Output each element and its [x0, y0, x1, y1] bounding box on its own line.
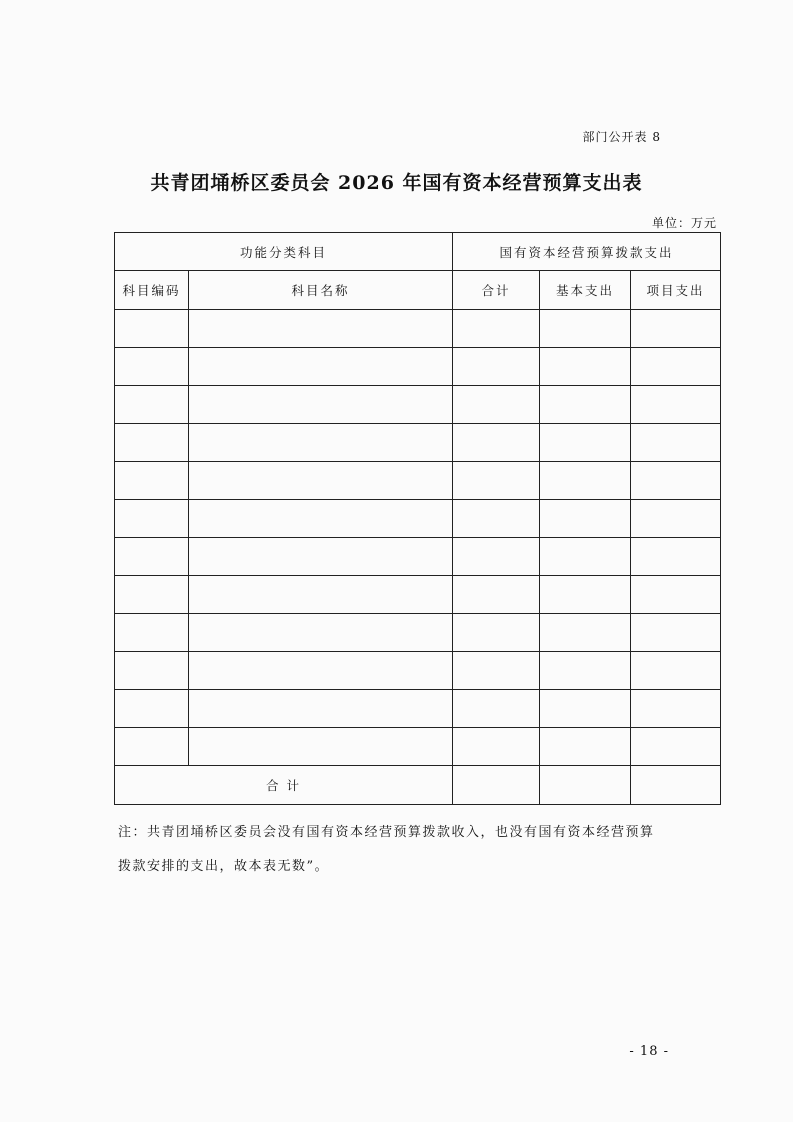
- table-cell: [453, 386, 540, 424]
- total-cell-project: [631, 766, 721, 805]
- table-cell: [189, 348, 453, 386]
- group-header-function-class: 功能分类科目: [115, 233, 453, 271]
- table-cell: [540, 462, 631, 500]
- column-header-code: 科目编码: [115, 271, 189, 310]
- table-header-group-row: [115, 233, 721, 271]
- table-cell: [115, 538, 189, 576]
- column-header-total: 合计: [453, 271, 540, 310]
- table-row: [115, 576, 721, 614]
- total-label: 合 计: [115, 766, 453, 805]
- total-cell-basic: [540, 766, 631, 805]
- table-cell: [453, 652, 540, 690]
- table-cell: [540, 614, 631, 652]
- table-row: [115, 614, 721, 652]
- table-cell: [631, 310, 721, 348]
- table-cell: [189, 690, 453, 728]
- budget-table: [114, 232, 721, 805]
- table-cell: [631, 690, 721, 728]
- column-header-name: 科目名称: [189, 271, 453, 310]
- table-cell: [453, 728, 540, 766]
- table-cell: [189, 424, 453, 462]
- table-cell: [631, 576, 721, 614]
- table-total-row: [115, 766, 721, 805]
- table-cell: [115, 424, 189, 462]
- column-header-basic: 基本支出: [540, 271, 631, 310]
- table-cell: [631, 728, 721, 766]
- table-row: [115, 462, 721, 500]
- table-cell: [631, 462, 721, 500]
- table-cell: [115, 690, 189, 728]
- table-cell: [453, 614, 540, 652]
- table-cell: [540, 348, 631, 386]
- table-cell: [189, 652, 453, 690]
- table-cell: [631, 386, 721, 424]
- table-cell: [189, 576, 453, 614]
- unit-label: 单位：万元: [651, 216, 717, 230]
- table-row: [115, 310, 721, 348]
- table-note: [118, 816, 718, 884]
- table-cell: [115, 614, 189, 652]
- table-cell: [453, 690, 540, 728]
- table-cell: [631, 614, 721, 652]
- table-cell: [540, 424, 631, 462]
- table-cell: [453, 538, 540, 576]
- table-cell: [189, 614, 453, 652]
- table-cell: [540, 652, 631, 690]
- table-cell: [189, 462, 453, 500]
- table-cell: [115, 576, 189, 614]
- table-cell: [453, 310, 540, 348]
- table-cell: [631, 652, 721, 690]
- table-number-label: 部门公开表 8: [582, 130, 661, 144]
- table-cell: [115, 310, 189, 348]
- table-cell: [115, 462, 189, 500]
- table-cell: [453, 576, 540, 614]
- table-cell: [189, 500, 453, 538]
- table-cell: [453, 500, 540, 538]
- note-line-2: 拨款安排的支出，故本表无数”。: [118, 859, 330, 874]
- table-row: [115, 690, 721, 728]
- table-header-column-row: [115, 271, 721, 310]
- table-cell: [115, 386, 189, 424]
- table-cell: [115, 652, 189, 690]
- total-cell-sum: [453, 766, 540, 805]
- table-row: [115, 348, 721, 386]
- table-row: [115, 538, 721, 576]
- table-cell: [189, 538, 453, 576]
- table-cell: [540, 576, 631, 614]
- table-row: [115, 386, 721, 424]
- table-row: [115, 728, 721, 766]
- table-cell: [540, 538, 631, 576]
- table-row: [115, 652, 721, 690]
- column-header-project: 项目支出: [631, 271, 721, 310]
- page-title: 共青团埇桥区委员会 2026 年国有资本经营预算支出表: [150, 172, 643, 194]
- table-cell: [115, 500, 189, 538]
- table-cell: [115, 348, 189, 386]
- table-cell: [189, 728, 453, 766]
- table-cell: [631, 538, 721, 576]
- note-line-1: 注：共青团埇桥区委员会没有国有资本经营预算拨款收入，也没有国有资本经营预算: [118, 825, 655, 840]
- table-cell: [115, 728, 189, 766]
- table-row: [115, 500, 721, 538]
- table-cell: [631, 348, 721, 386]
- table-cell: [189, 310, 453, 348]
- table-cell: [453, 462, 540, 500]
- table-cell: [540, 690, 631, 728]
- table-cell: [631, 500, 721, 538]
- group-header-budget-expenditure: 国有资本经营预算拨款支出: [453, 233, 721, 271]
- table-cell: [453, 424, 540, 462]
- table-cell: [540, 728, 631, 766]
- table-cell: [189, 386, 453, 424]
- page-number: - 18 -: [629, 1044, 669, 1059]
- table-row: [115, 424, 721, 462]
- table-cell: [631, 424, 721, 462]
- table-cell: [540, 386, 631, 424]
- table-cell: [540, 310, 631, 348]
- table-cell: [453, 348, 540, 386]
- table-cell: [540, 500, 631, 538]
